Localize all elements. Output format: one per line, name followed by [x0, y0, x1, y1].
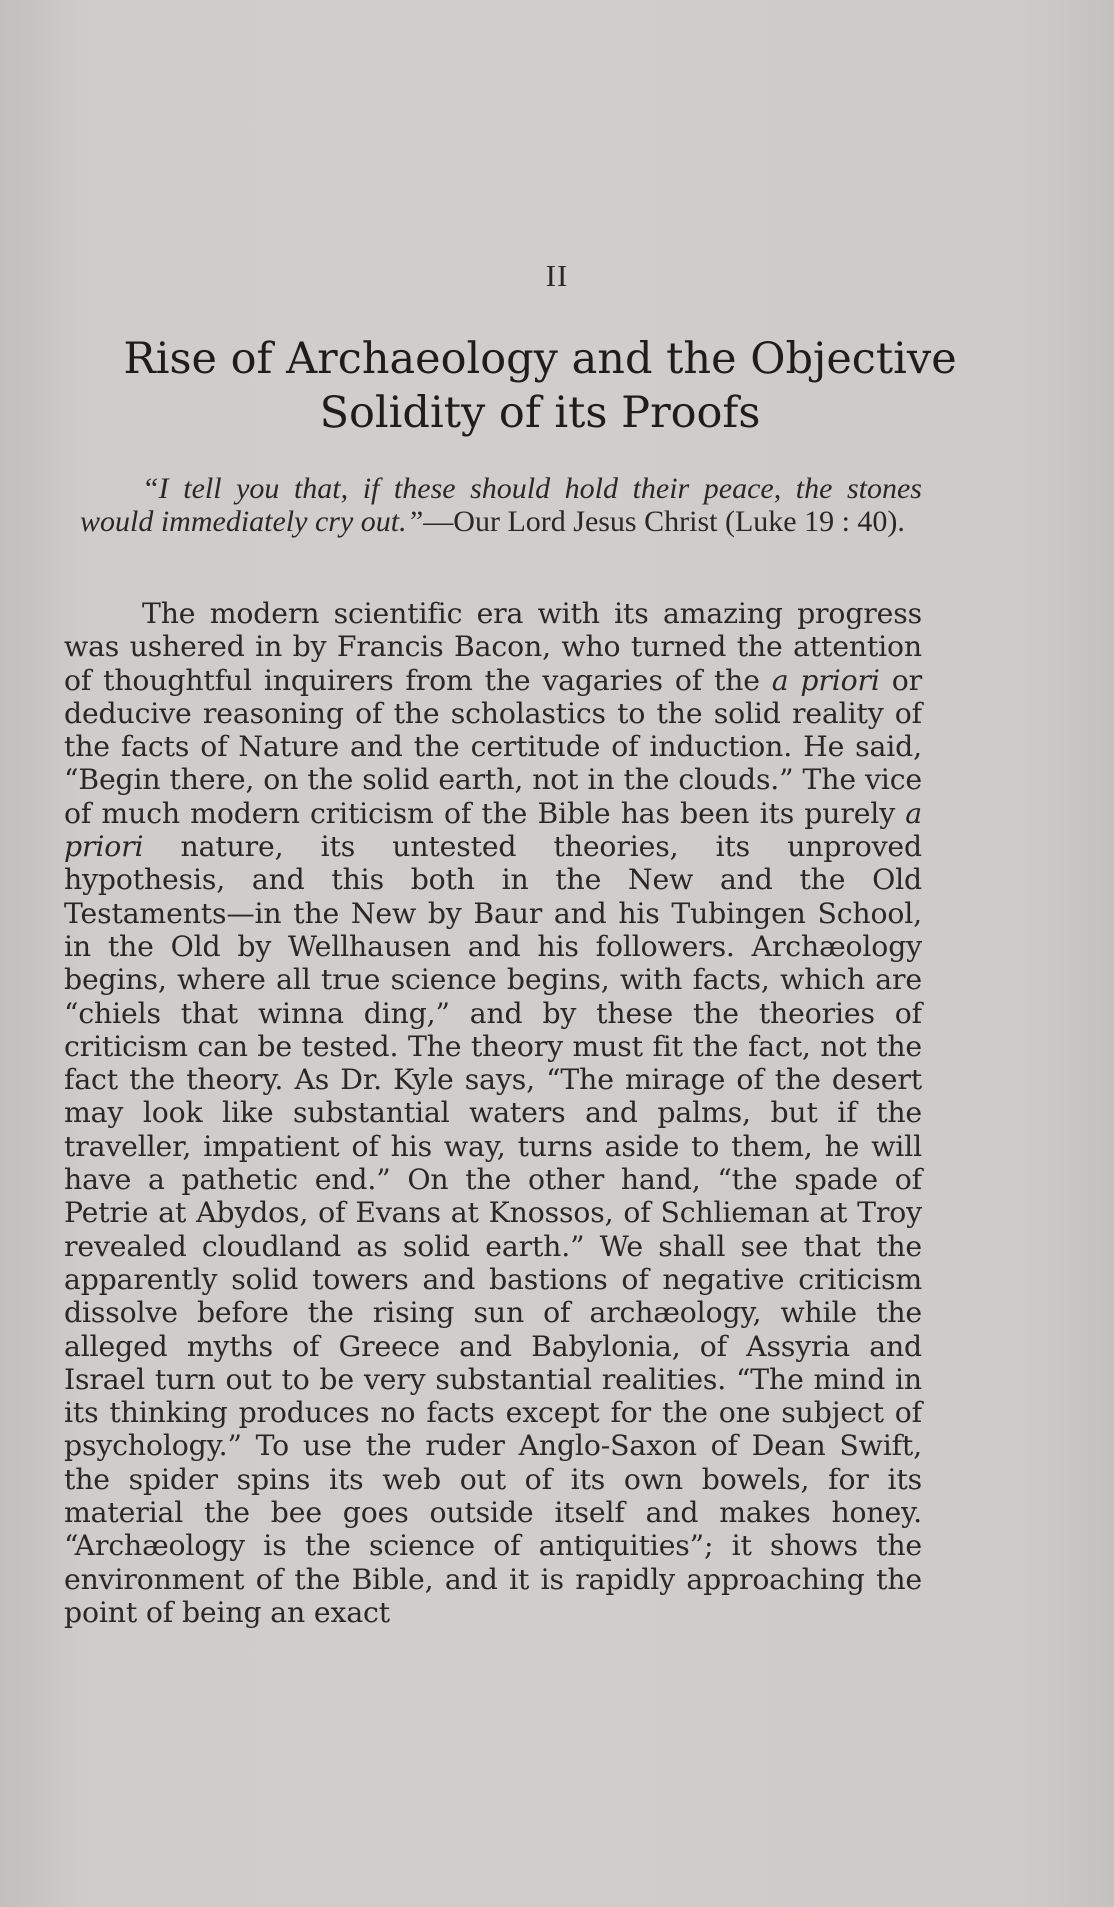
epigraph-attribution: —Our Lord Jesus Christ (Luke 19 : 40).	[423, 505, 905, 538]
epigraph	[80, 472, 922, 538]
body-text-part-3: nature, its untested theories, its unproved hypothesis, and this both in the New and the Old Testaments—in the New by Baur and his Tubingen School, in the Old by Wellhausen and his followers. Archæology begins, where all true science begins, with facts, which are “chiels that winna ding,” and by these the theories of criticism can be tested. The theory must fit the fact, not the fact the theory. As Dr. Kyle says, “The mirage of the desert may look like substantial waters and palms, but if the traveller, impatient of his way, turns aside to them, he will have a pathetic end.” On the other hand, “the spade of Petrie at Abydos, of Evans at Knossos, of Schlieman at Troy revealed cloudland as solid earth.” We shall see that the apparently solid towers and bastions of negative criticism dissolve before the rising sun of archæology, while the alleged myths of Greece and Babylonia, of Assyria and Israel turn out to be very substantial realities. “The mind in its thinking produces no facts except for the one subject of psychology.” To use the ruder Anglo-Saxon of Dean Swift, the spider spins its web out of its own bowels, for its material the bee goes outside itself and makes honey. “Archæology is the science of antiquities”; it shows the environment of the Bible, and it is rapidly approaching the point of being an exact	[64, 830, 922, 1629]
body-italic-1: a priori	[771, 663, 880, 697]
body-text-part-1: The modern scientific era with its amazing progress was ushered in by Francis Bacon, who turned the attention of thoughtful inquirers from the vagaries of the	[64, 597, 922, 697]
body-italic-2: a priori	[64, 796, 922, 864]
chapter-number: II	[545, 258, 569, 293]
chapter-title	[40, 332, 1040, 440]
body-paragraph	[64, 597, 922, 1629]
chapter-title-line-2: Solidity of its Proofs	[319, 388, 761, 438]
epigraph-quote: “I tell you that, if these should hold their peace, the stones would immediately cry out.”	[80, 472, 922, 538]
chapter-title-line-1: Rise of Archaeology and the Objective	[123, 334, 957, 384]
body-text-part-2: or deducive reasoning of the scholastics to the solid reality of the facts of Nature and the certitude of induction. He said, “Begin there, on the solid earth, not in the clouds.” The vice of much modern criticism of the Bible has been its purely	[64, 663, 922, 830]
